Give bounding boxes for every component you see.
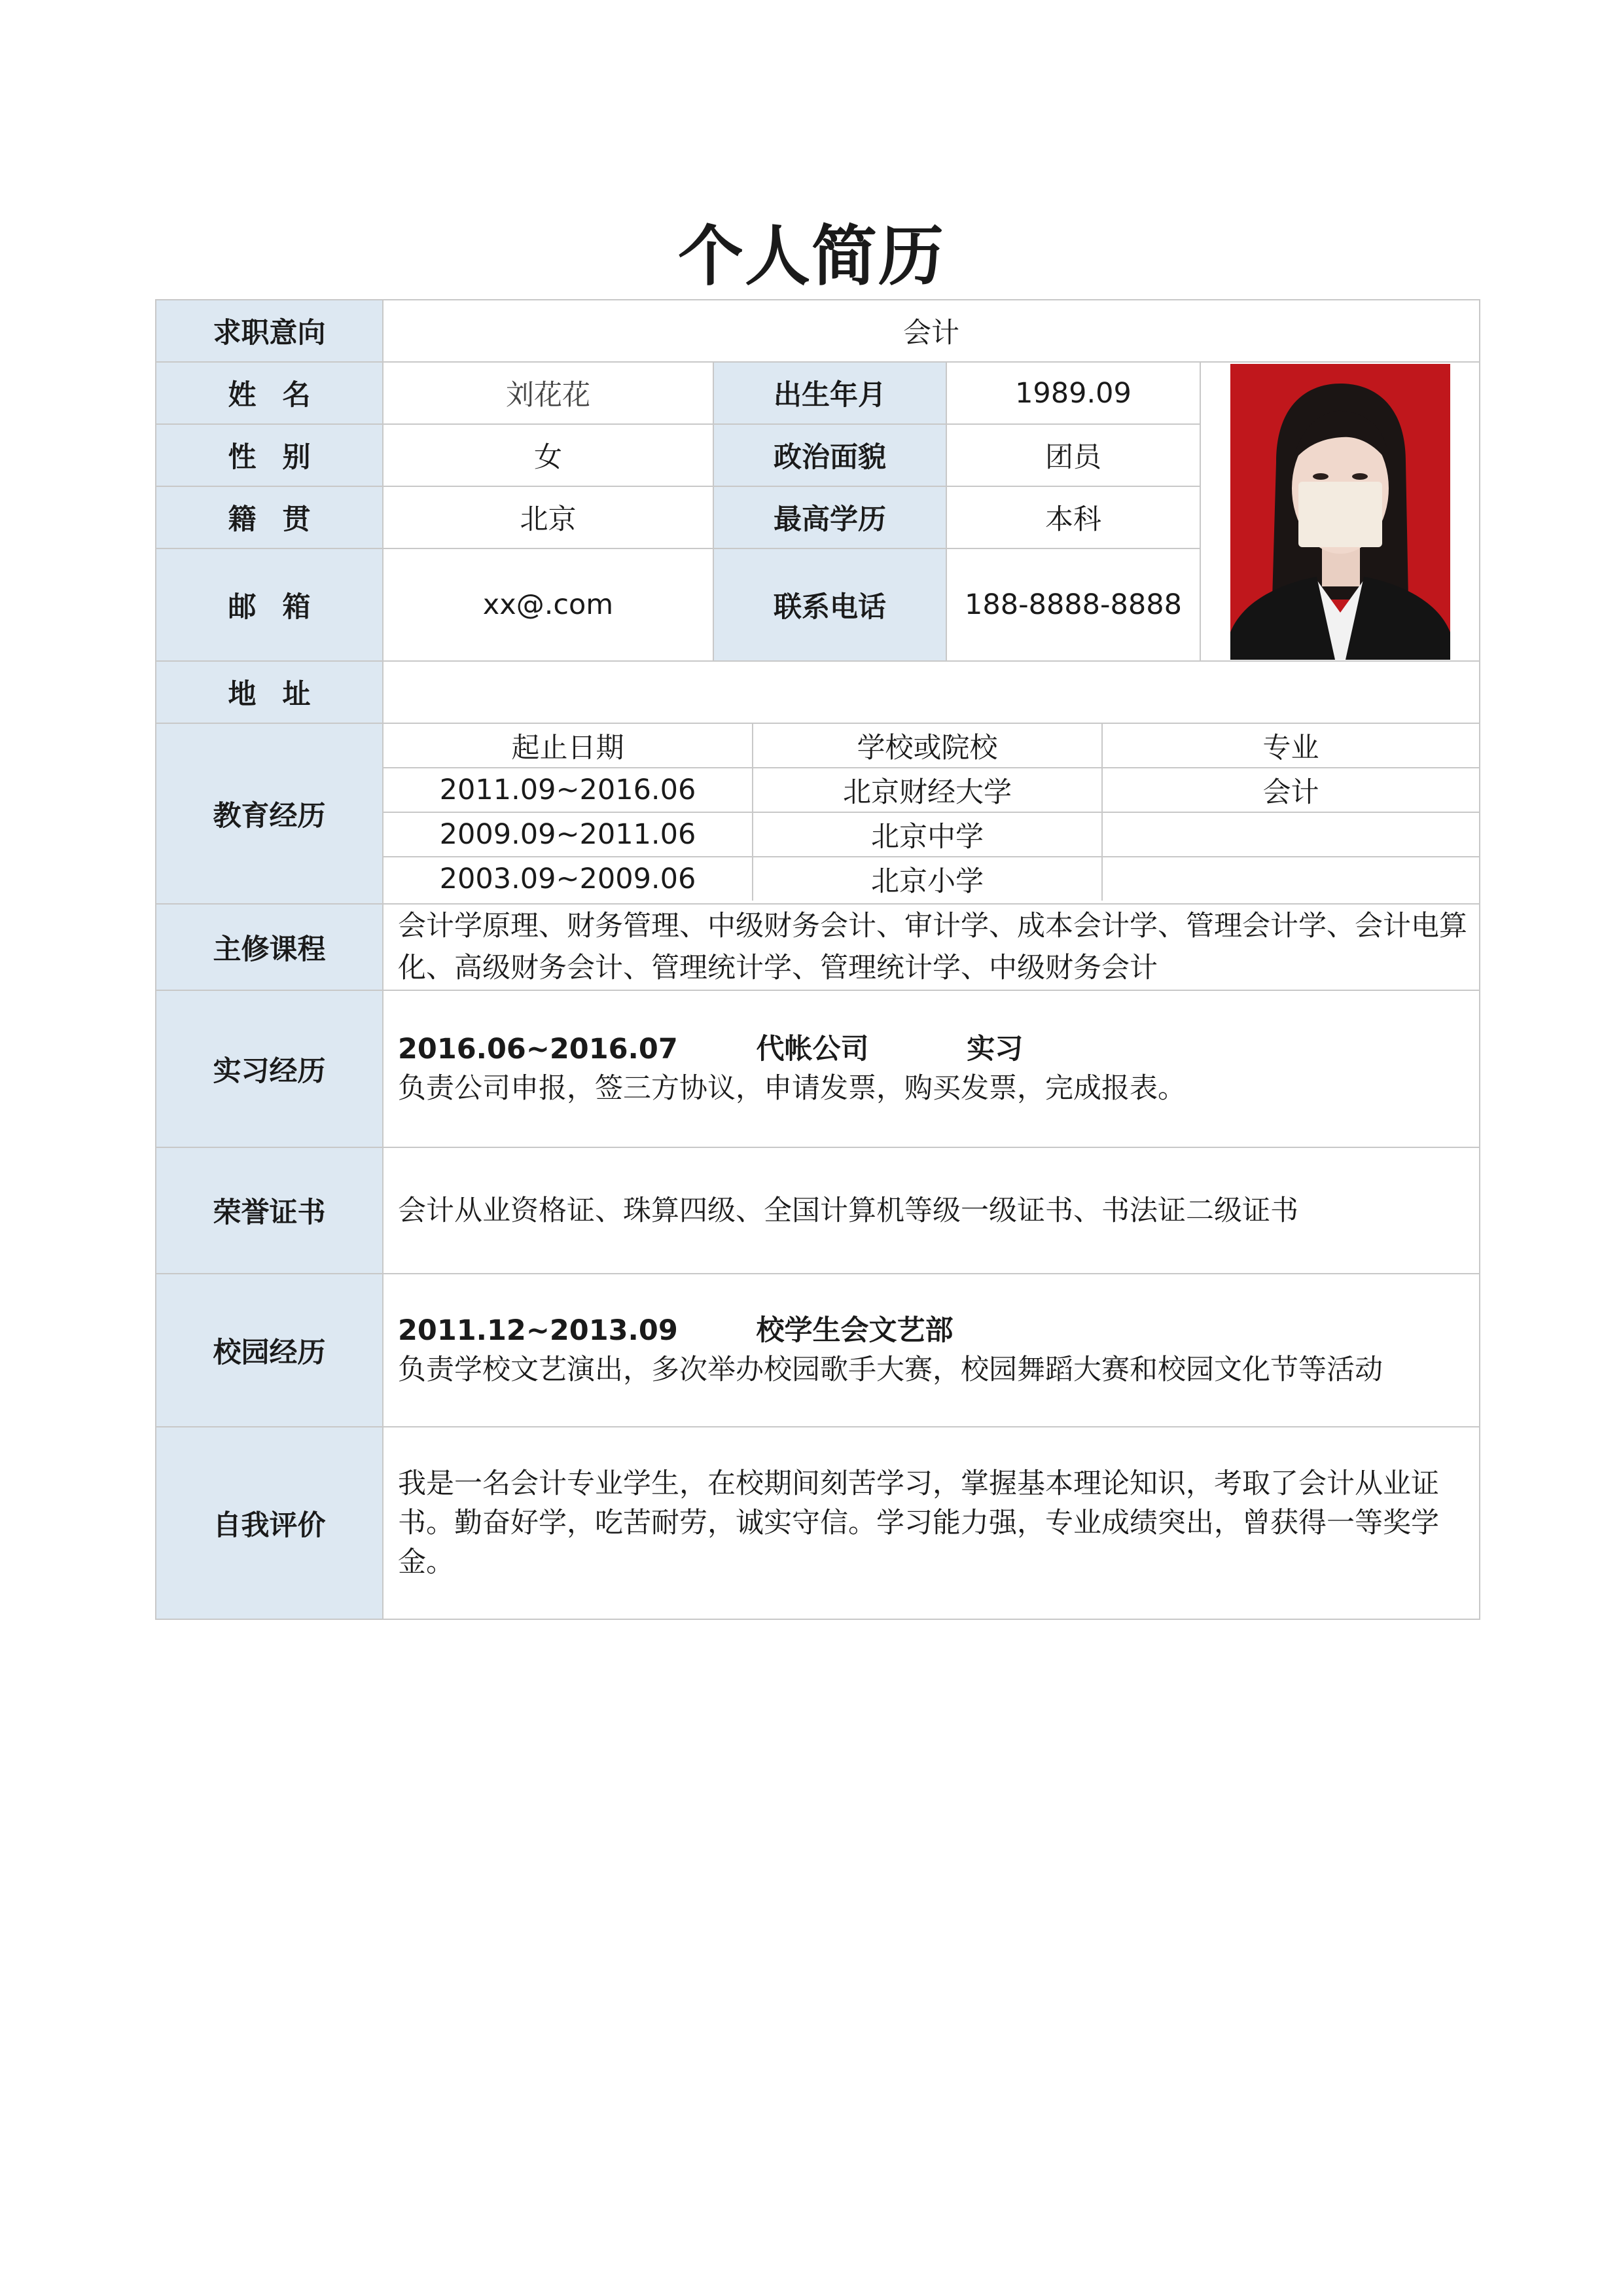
label-birth: 出生年月 [713, 362, 946, 424]
internship-text: 负责公司申报，签三方协议，申请发票，购买发票，完成报表。 [398, 1072, 1186, 1105]
label-name [156, 362, 383, 424]
value-degree: 本科 [946, 486, 1200, 548]
education-row [383, 768, 1479, 812]
label-job: 求职意向 [156, 300, 383, 362]
value-phone: 188-8888-8888 [946, 548, 1200, 661]
label-courses: 主修课程 [156, 904, 383, 990]
value-job: 会计 [383, 300, 1480, 362]
label-politics: 政治面貌 [713, 424, 946, 486]
label-name-text: 姓名 [228, 379, 337, 412]
label-email [156, 548, 383, 661]
education-major [1102, 812, 1479, 857]
row-address [156, 661, 1480, 723]
label-email-text: 邮箱 [228, 590, 337, 624]
education-school: 北京中学 [753, 812, 1102, 857]
education-school: 北京财经大学 [753, 768, 1102, 812]
row-honors [156, 1147, 1480, 1274]
row-internship [156, 990, 1480, 1147]
label-address [156, 661, 383, 723]
education-major: 会计 [1102, 768, 1479, 812]
education-dates: 2011.09~2016.06 [383, 768, 753, 812]
value-gender: 女 [383, 424, 713, 486]
education-header-row [383, 724, 1479, 768]
education-header-dates: 起止日期 [383, 724, 753, 768]
value-name: 刘花花 [383, 362, 713, 424]
value-politics: 团员 [946, 424, 1200, 486]
resume-table [155, 299, 1480, 1620]
row-job [156, 300, 1480, 362]
photo-cell [1200, 362, 1480, 661]
value-birth: 1989.09 [946, 362, 1200, 424]
campus-heading: 2011.12~2013.09 校学生会文艺部 [398, 1314, 954, 1347]
label-hometown-text: 籍贯 [228, 503, 337, 536]
label-phone: 联系电话 [713, 548, 946, 661]
row-campus [156, 1274, 1480, 1427]
education-row [383, 812, 1479, 857]
education-major [1102, 857, 1479, 901]
page-title: 个人简历 [678, 218, 945, 295]
label-degree: 最高学历 [713, 486, 946, 548]
education-school: 北京小学 [753, 857, 1102, 901]
education-dates: 2003.09~2009.06 [383, 857, 753, 901]
education-dates: 2009.09~2011.06 [383, 812, 753, 857]
portrait-photo [1230, 364, 1450, 660]
value-hometown: 北京 [383, 486, 713, 548]
label-gender-text: 性别 [228, 441, 337, 474]
label-address-text: 地址 [228, 678, 337, 711]
value-address [383, 661, 1480, 723]
label-hometown [156, 486, 383, 548]
label-gender [156, 424, 383, 486]
row-courses [156, 904, 1480, 990]
row-self-eval [156, 1427, 1480, 1619]
label-education: 教育经历 [156, 723, 383, 904]
honors-text: 会计从业资格证、珠算四级、全国计算机等级一级证书、书法证二级证书 [383, 1147, 1480, 1274]
campus-cell [383, 1274, 1480, 1427]
internship-cell [383, 990, 1480, 1147]
row-education [156, 723, 1480, 904]
self-eval-text: 我是一名会计专业学生，在校期间刻苦学习，掌握基本理论知识，考取了会计从业证书。勤奋好学，吃苦耐劳，诚实守信。学习能力强，专业成绩突出，曾获得一等奖学金。 [383, 1427, 1480, 1619]
education-header-major: 专业 [1102, 724, 1479, 768]
label-honors: 荣誉证书 [156, 1147, 383, 1274]
education-row [383, 857, 1479, 901]
label-self-eval: 自我评价 [156, 1427, 383, 1619]
label-internship: 实习经历 [156, 990, 383, 1147]
courses-text: 会计学原理、财务管理、中级财务会计、审计学、成本会计学、管理会计学、会计电算化、高级财务会计、管理统计学、管理统计学、中级财务会计 [383, 904, 1480, 990]
education-table [383, 724, 1479, 901]
campus-text: 负责学校文艺演出，多次举办校园歌手大赛，校园舞蹈大赛和校园文化节等活动 [398, 1354, 1383, 1386]
value-email: xx@.com [383, 548, 713, 661]
internship-heading: 2016.06~2016.07 代帐公司 实习 [398, 1033, 1024, 1066]
label-campus: 校园经历 [156, 1274, 383, 1427]
row-name [156, 362, 1480, 424]
education-header-school: 学校或院校 [753, 724, 1102, 768]
education-cell [383, 723, 1480, 904]
